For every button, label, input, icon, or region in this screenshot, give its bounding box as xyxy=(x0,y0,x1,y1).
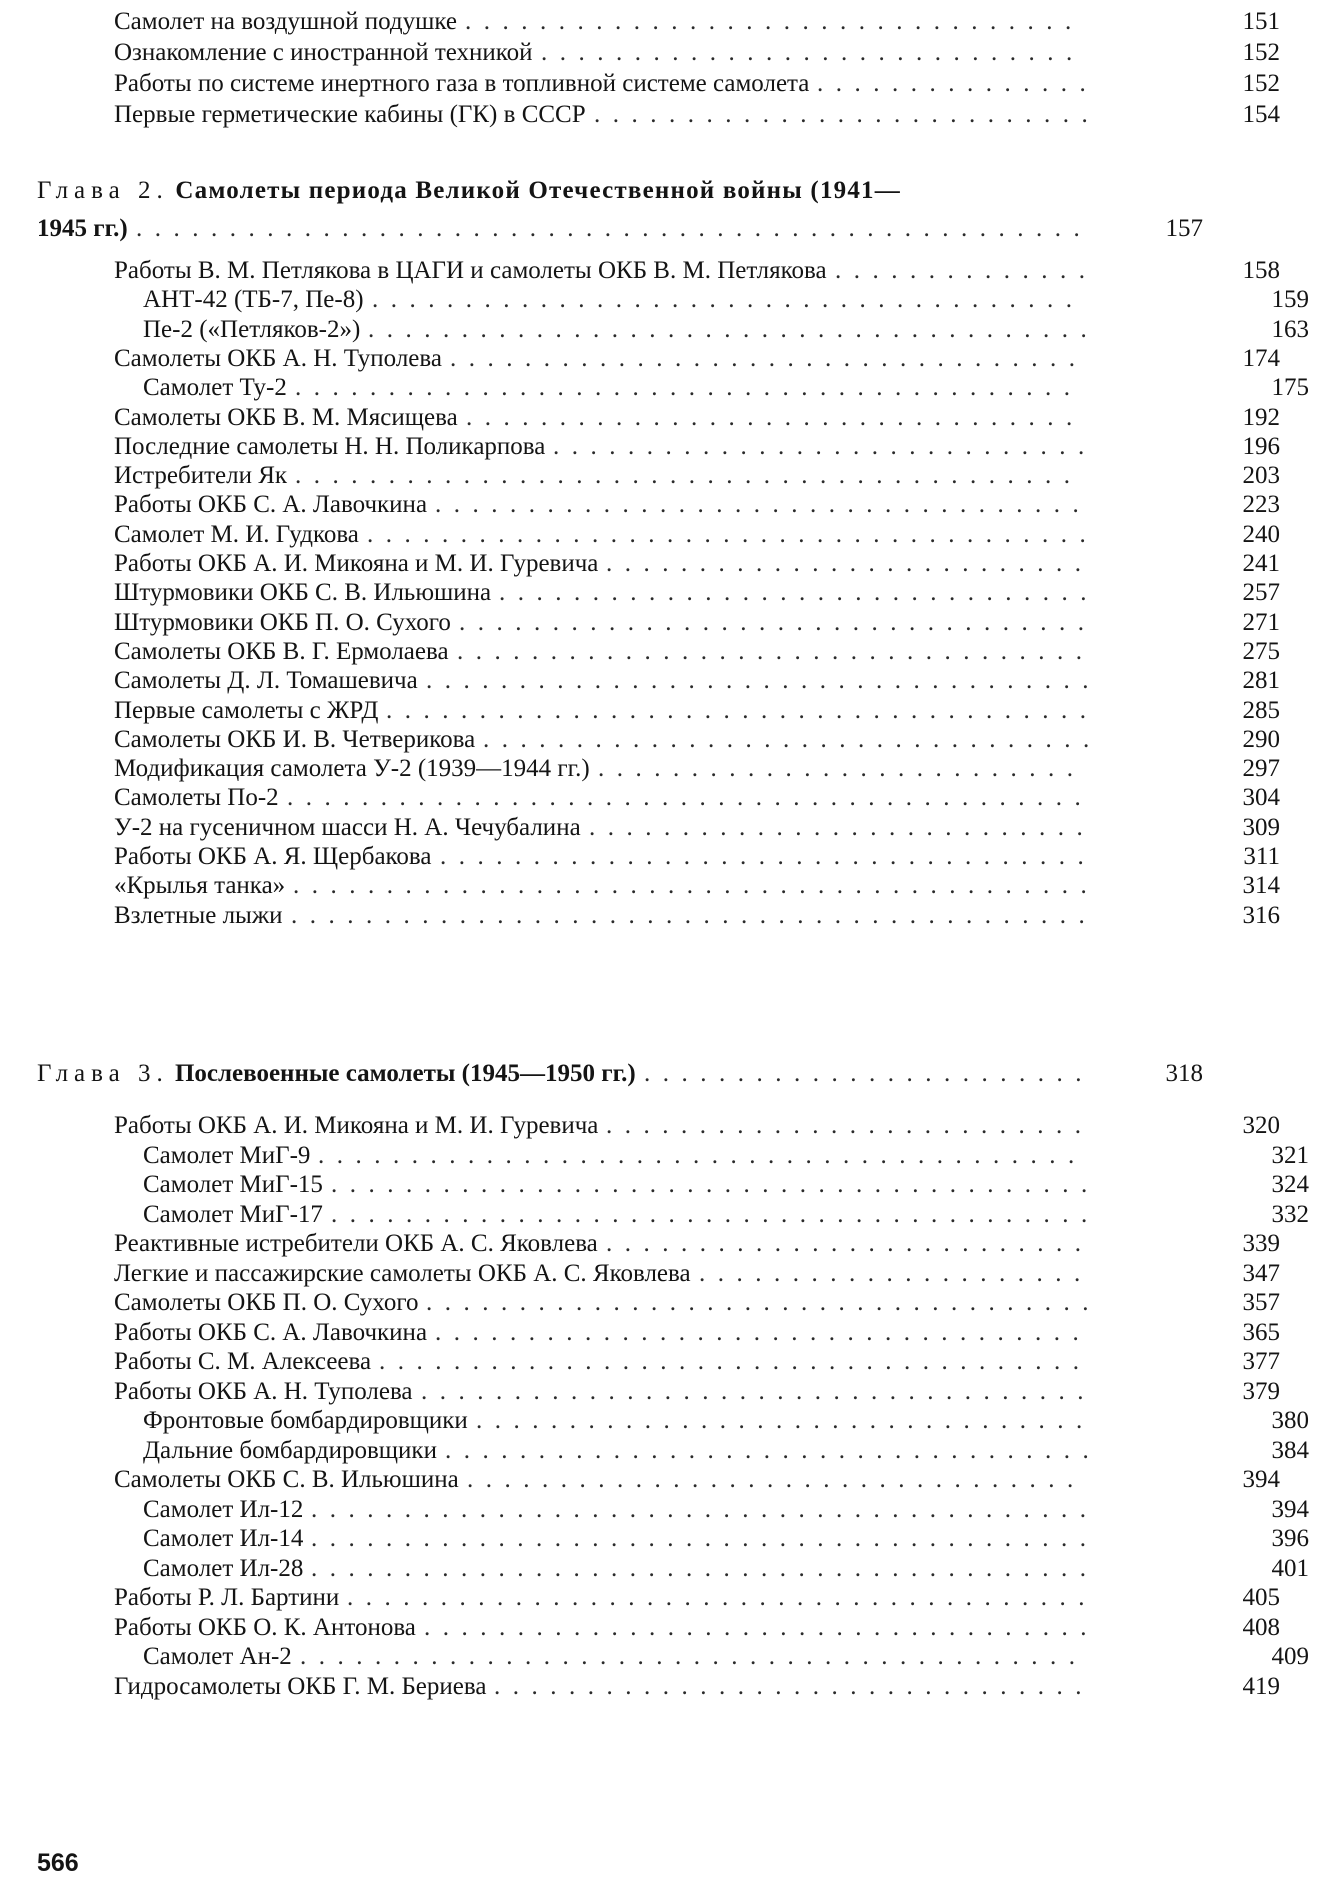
toc-entry-title: Работы ОКБ А. И. Микояна и М. И. Гуревича xyxy=(114,548,602,579)
chapter-2-page-number: 157 xyxy=(1153,213,1203,244)
toc-entry-title: Легкие и пассажирские самолеты ОКБ А. С. Яковлева xyxy=(114,1258,695,1289)
toc-entry-title: Работы ОКБ С. А. Лавочкина xyxy=(114,489,431,520)
dot-leader: . . . . . . . . . . . . . . . . . . . . . . . . . . . . . . . . . . . . . . . . . . xyxy=(295,374,1070,401)
toc-entry-page-number: 152 xyxy=(1230,37,1280,68)
toc-entry-page-number: 151 xyxy=(1230,6,1280,37)
toc-entry xyxy=(0,1287,1314,1318)
dot-leader: . . . . . . . . . . . . . . . . . . . . . . . . . . . . . . . . . xyxy=(465,8,1072,35)
dot-leader: . . . . . . . . . . . . . . . . . . . . . . . . . . xyxy=(598,755,1073,782)
chapter-2-heading xyxy=(37,175,901,206)
toc-entry xyxy=(0,284,1343,315)
toc-entry xyxy=(0,782,1314,813)
toc-entry xyxy=(0,343,1314,374)
chapter-3-title: Послевоенные самолеты (1945—1950 гг.) xyxy=(174,1060,636,1087)
toc-entry-page-number: 174 xyxy=(1230,343,1280,374)
toc-entry xyxy=(0,695,1314,726)
chapter-2-label: Глава 2. xyxy=(37,177,169,204)
dot-leader: . . . . . . . . . . . . . . . . . . . . . . . . . . . . . xyxy=(553,433,1085,460)
toc-entry-title: Работы ОКБ А. Н. Туполева xyxy=(114,1376,417,1407)
toc-entry-page-number: 196 xyxy=(1230,431,1280,462)
toc-entry-title: Самолеты По-2 xyxy=(114,782,283,813)
toc-entry-title: Работы ОКБ С. А. Лавочкина xyxy=(114,1317,431,1348)
toc-entry-page-number: 324 xyxy=(1259,1169,1309,1200)
dot-leader: . . . . . . . . . . . . . . . . . . . . . . . . . . . . . . . . . . . . . . . . . xyxy=(331,1171,1088,1198)
toc-entry-title: Самолет МиГ-17 xyxy=(143,1199,327,1230)
toc-entry-title: Самолеты ОКБ С. В. Ильюшина xyxy=(114,1464,463,1495)
dot-leader: . . . . . . . . . . . . . . . . . . . . . . . . . . . . . . . . . . . . . . . . xyxy=(347,1584,1085,1611)
toc-entry-title: Самолет МиГ-9 xyxy=(143,1140,314,1171)
dot-leader: . . . . . . . . . . . . . . . . . . . . . . . . . . . . . . . . xyxy=(499,579,1087,606)
toc-entry-page-number: 163 xyxy=(1259,314,1309,345)
dot-leader: . . . . . . . . . . . . . . . . . . . . . . . . . . . . . . . . . . . . . . . . . . xyxy=(311,1525,1086,1552)
dot-leader: . . . . . . . . . . . . . . . . . . . . . . . . . . . . . . . . . . . xyxy=(440,843,1084,870)
toc-entry-page-number: 379 xyxy=(1230,1376,1280,1407)
toc-entry-page-number: 380 xyxy=(1259,1405,1309,1436)
toc-entry-page-number: 419 xyxy=(1230,1671,1280,1702)
toc-entry xyxy=(0,607,1314,638)
toc-entry-page-number: 304 xyxy=(1230,782,1280,813)
toc-entry-page-number: 316 xyxy=(1230,900,1280,931)
toc-entry-page-number: 396 xyxy=(1259,1523,1309,1554)
toc-entry xyxy=(0,460,1314,491)
toc-entry xyxy=(0,431,1314,462)
toc-entry-title: Работы С. М. Алексеева xyxy=(114,1346,375,1377)
toc-entry xyxy=(0,636,1314,667)
toc-entry-page-number: 175 xyxy=(1259,372,1309,403)
chapter-3-label: Глава 3. xyxy=(37,1060,169,1087)
toc-entry-title: Штурмовики ОКБ С. В. Ильюшина xyxy=(114,577,495,608)
toc-entry-title: Первые герметические кабины (ГК) в СССР xyxy=(114,99,590,130)
dot-leader: . . . . . . . . . . . . . . . . . . . . . . . . . . . . . . . . . . . . . . . . . . . xyxy=(293,872,1087,899)
dot-leader: . . . . . . . . . . . . . . . . . . . . . . . . . . . xyxy=(594,101,1088,128)
dot-leader: . . . . . . . . . . . . . . . . . . . . . . . . . . . . . . . . . xyxy=(467,1466,1074,1493)
toc-entry-title: Работы Р. Л. Бартини xyxy=(114,1582,343,1613)
dot-leader: . . . . . . . . . . . . . . . xyxy=(817,70,1086,97)
dot-leader: . . . . . . . . . . . . . . . . . . . . . . . . . . . . . . . . . . xyxy=(457,638,1082,665)
dot-leader: . . . . . . . . . . . . . . . . . . . . . . . . . . . . . . . . . . . . . . . . . . . xyxy=(287,784,1081,811)
toc-entry xyxy=(0,68,1314,99)
toc-entry-title: Самолеты ОКБ П. О. Сухого xyxy=(114,1287,422,1318)
toc-entry xyxy=(0,99,1314,130)
chapter-3-page-number: 318 xyxy=(1153,1058,1203,1089)
toc-entry xyxy=(0,665,1314,696)
dot-leader: . . . . . . . . . . . . . . . . . . . . . . . . . . . . . . . . . xyxy=(466,404,1073,431)
toc-entry xyxy=(0,1228,1314,1259)
dot-leader: . . . . . . . . . . . . . . . . . . . . . . . . . . . . . . . . . . . . . . . xyxy=(368,316,1087,343)
toc-entry-title: Самолет на воздушной подушке xyxy=(114,6,461,37)
dot-leader: . . . . . . . . . . . . . . . . . . . . . . . . . . . . . . . . . . xyxy=(450,345,1075,372)
toc-entry xyxy=(0,841,1314,872)
toc-entry-title: Самолет М. И. Гудкова xyxy=(114,519,363,550)
toc-entry xyxy=(0,1523,1343,1554)
toc-entry-title: Самолет Ан-2 xyxy=(143,1641,296,1672)
dot-leader: . . . . . . . . . . . . . . . . . . . . . . . . . . . . . . . . . . . xyxy=(445,1437,1089,1464)
dot-leader: . . . . . . . . . . . . . . . . . . . . . . . . . . . . . . . . . . xyxy=(459,609,1084,636)
toc-entry-page-number: 290 xyxy=(1230,724,1280,755)
dot-leader: . . . . . . . . . . . . . . . . . . . . . . . . . . . . . . . . . . . xyxy=(435,1319,1079,1346)
toc-entry-page-number: 309 xyxy=(1230,812,1280,843)
toc-entry xyxy=(0,489,1314,520)
dot-leader: . . . . . . . . . . . . . . . . . . . . . . . . . . xyxy=(606,1112,1081,1139)
toc-entry-page-number: 311 xyxy=(1230,841,1280,872)
toc-entry xyxy=(0,753,1314,784)
toc-entry xyxy=(0,1494,1343,1525)
dot-leader: . . . . . . . . . . . . . . . . . . . . . . . . . . . . . . . . . . . . . . . . . . xyxy=(311,1555,1086,1582)
toc-entry-page-number: 285 xyxy=(1230,695,1280,726)
toc-entry xyxy=(0,1464,1314,1495)
toc-entry-page-number: 158 xyxy=(1230,255,1280,286)
dot-leader: . . . . . . . . . . . . . . . . . . . . . . . . . . . . . . . . . . . . xyxy=(421,1378,1084,1405)
toc-entry-title: Работы ОКБ А. И. Микояна и М. И. Гуревича xyxy=(114,1110,602,1141)
toc-entry xyxy=(0,812,1314,843)
dot-leader: . . . . . . . . . . . . . . . . . . . . . . . . . . . . . . . . . . . . . . . . . . . . . . . . . . . xyxy=(136,215,1080,242)
toc-entry-title: Самолет Ту-2 xyxy=(143,372,291,403)
toc-entry-title: Дальние бомбардировщики xyxy=(143,1435,441,1466)
dot-leader: . . . . . . . . . . . . . . . . . . . . . . . . . . . . . . . . . . . . . . . . . xyxy=(318,1142,1075,1169)
toc-entry xyxy=(0,37,1314,68)
dot-leader: . . . . . . . . . . . . . . . . . . . . . . . . . . . . . . . . . . . . . . . . . xyxy=(331,1201,1088,1228)
dot-leader: . . . . . . . . . . . . . . . . . . . . . . . . . . . . . . . . . . . . . . . xyxy=(367,521,1086,548)
toc-entry-page-number: 408 xyxy=(1230,1612,1280,1643)
toc-entry xyxy=(0,900,1314,931)
dot-leader: . . . . . . . . . . . . . . . . . . . . . xyxy=(699,1260,1081,1287)
toc-entry-title: Реактивные истребители ОКБ А. С. Яковлева xyxy=(114,1228,602,1259)
toc-entry-title: Гидросамолеты ОКБ Г. М. Бериева xyxy=(114,1671,490,1702)
toc-entry-page-number: 159 xyxy=(1259,284,1309,315)
dot-leader: . . . . . . . . . . . . . . . . . . . . . . . . . . . . . . . . . . . . . . . . . . . xyxy=(291,902,1085,929)
dot-leader: . . . . . . . . . . . . . . . . . . . . . . . . . . . . . . . . . . . . . . xyxy=(379,1348,1079,1375)
toc-entry xyxy=(0,577,1314,608)
toc-entry-title: Самолеты Д. Л. Томашевича xyxy=(114,665,422,696)
toc-entry-page-number: 314 xyxy=(1230,870,1280,901)
toc-entry-page-number: 297 xyxy=(1230,753,1280,784)
toc-entry xyxy=(0,1641,1343,1672)
toc-entry-title: Модификация самолета У-2 (1939—1944 гг.) xyxy=(114,753,594,784)
toc-entry-title: У-2 на гусеничном шасси Н. А. Чечубалина xyxy=(114,812,585,843)
toc-entry-page-number: 152 xyxy=(1230,68,1280,99)
dot-leader: . . . . . . . . . . . . . . . . . . . . . . . . . . xyxy=(606,1230,1081,1257)
dot-leader: . . . . . . . . . . . . . . . . . . . . . . . . . . . . . xyxy=(541,39,1073,66)
toc-entry-page-number: 240 xyxy=(1230,519,1280,550)
toc-entry xyxy=(0,1405,1343,1436)
toc-entry-title: Взлетные лыжи xyxy=(114,900,287,931)
dot-leader: . . . . . . . . . . . . . . . . . . . . . . . . . . . . . . . . . . . . xyxy=(426,1289,1089,1316)
toc-entry-page-number: 154 xyxy=(1230,99,1280,130)
toc-entry-title: Фронтовые бомбардировщики xyxy=(143,1405,472,1436)
toc-entry-title: Самолет МиГ-15 xyxy=(143,1169,327,1200)
toc-entry-title: Работы В. М. Петлякова в ЦАГИ и самолеты ОКБ В. М. Петлякова xyxy=(114,255,831,286)
toc-entry-page-number: 320 xyxy=(1230,1110,1280,1141)
toc-entry-page-number: 409 xyxy=(1259,1641,1309,1672)
toc-entry-title: Ознакомление с иностранной техникой xyxy=(114,37,537,68)
chapter-2-title-line1: Самолеты периода Великой Отечественной войны (1941— xyxy=(175,177,901,204)
chapter-2-title-line2: 1945 гг.) xyxy=(37,213,132,244)
dot-leader: . . . . . . . . . . . . . . . . . . . . . . . . . . . . . . . . . . . . . . . . . . xyxy=(311,1496,1086,1523)
toc-entry xyxy=(0,1317,1314,1348)
dot-leader: . . . . . . . . . . . . . . . . . . . . . . . . . . . . . . . . . . . . . . xyxy=(372,286,1072,313)
toc-entry-title: Самолеты ОКБ А. Н. Туполева xyxy=(114,343,446,374)
dot-leader: . . . . . . . . . . . . . . . . . . . . . . . . xyxy=(644,1060,1082,1087)
toc-entry xyxy=(0,1199,1343,1230)
toc-entry-page-number: 357 xyxy=(1230,1287,1280,1318)
page-number-footer: 566 xyxy=(37,1849,79,1877)
toc-entry-title: Последние самолеты Н. Н. Поликарпова xyxy=(114,431,549,462)
toc-entry-page-number: 394 xyxy=(1259,1494,1309,1525)
dot-leader: . . . . . . . . . . . . . . . . . . . . . . . . . . . . . . . . . . . . xyxy=(424,1614,1087,1641)
toc-entry xyxy=(0,870,1314,901)
toc-entry-page-number: 377 xyxy=(1230,1346,1280,1377)
toc-entry xyxy=(0,1582,1314,1613)
toc-entry-page-number: 275 xyxy=(1230,636,1280,667)
toc-entry xyxy=(0,1435,1343,1466)
dot-leader: . . . . . . . . . . . . . . . . . . . . . . . . . . . . . . . . . . . . . . xyxy=(386,697,1086,724)
dot-leader: . . . . . . . . . . . . . . . . . . . . . . . . . . xyxy=(606,550,1081,577)
toc-entry xyxy=(0,1376,1314,1407)
toc-entry-title: Самолеты ОКБ И. В. Четверикова xyxy=(114,724,479,755)
dot-leader: . . . . . . . . . . . . . . . . . . . . . . . . . . . . . . . . . . . . . . . . . . xyxy=(295,462,1070,489)
dot-leader: . . . . . . . . . . . . . . . . . . . . . . . . . . . . . . . . . xyxy=(483,726,1090,753)
toc-entry xyxy=(0,1671,1314,1702)
toc-entry-page-number: 223 xyxy=(1230,489,1280,520)
toc-entry-page-number: 271 xyxy=(1230,607,1280,638)
toc-entry-page-number: 401 xyxy=(1259,1553,1309,1584)
toc-entry-title: Самолет Ил-28 xyxy=(143,1553,307,1584)
toc-entry xyxy=(0,1553,1343,1584)
toc-entry xyxy=(0,1346,1314,1377)
toc-entry xyxy=(0,1612,1314,1643)
toc-entry-page-number: 203 xyxy=(1230,460,1280,491)
dot-leader: . . . . . . . . . . . . . . . . . . . . . . . . . . . . . . . . . . . xyxy=(435,491,1079,518)
toc-entry xyxy=(0,255,1314,286)
dot-leader: . . . . . . . . . . . . . . . . . . . . . . . . . . . . . . . . . xyxy=(476,1407,1083,1434)
toc-entry-page-number: 192 xyxy=(1230,402,1280,433)
toc-entry-title: Штурмовики ОКБ П. О. Сухого xyxy=(114,607,455,638)
toc-entry xyxy=(0,519,1314,550)
toc-entry-title: Первые самолеты с ЖРД xyxy=(114,695,382,726)
toc-entry-page-number: 321 xyxy=(1259,1140,1309,1171)
dot-leader: . . . . . . . . . . . . . . . . . . . . . . . . . . . xyxy=(589,814,1083,841)
toc-entry-title: Работы ОКБ А. Я. Щербакова xyxy=(114,841,436,872)
toc-entry-page-number: 365 xyxy=(1230,1317,1280,1348)
toc-entry-page-number: 281 xyxy=(1230,665,1280,696)
toc-entry-page-number: 332 xyxy=(1259,1199,1309,1230)
toc-entry-page-number: 384 xyxy=(1259,1435,1309,1466)
dot-leader: . . . . . . . . . . . . . . xyxy=(835,257,1085,284)
toc-entry-page-number: 339 xyxy=(1230,1228,1280,1259)
toc-entry-title: АНТ-42 (ТБ-7, Пе-8) xyxy=(143,284,368,315)
toc-entry xyxy=(0,1258,1314,1289)
toc-entry-title: Самолет Ил-14 xyxy=(143,1523,307,1554)
toc-entry-title: Истребители Як xyxy=(114,460,291,491)
toc-entry-title: Пе-2 («Петляков-2») xyxy=(143,314,364,345)
toc-entry-page-number: 394 xyxy=(1230,1464,1280,1495)
toc-entry-title: «Крылья танка» xyxy=(114,870,289,901)
toc-entry xyxy=(0,314,1343,345)
toc-entry xyxy=(0,6,1314,37)
toc-entry-page-number: 405 xyxy=(1230,1582,1280,1613)
toc-entry xyxy=(0,1110,1314,1141)
dot-leader: . . . . . . . . . . . . . . . . . . . . . . . . . . . . . . . . . . . . . . . . . . xyxy=(300,1643,1075,1670)
toc-entry xyxy=(0,724,1314,755)
toc-entry-page-number: 241 xyxy=(1230,548,1280,579)
dot-leader: . . . . . . . . . . . . . . . . . . . . . . . . . . . . . . . . xyxy=(494,1673,1082,1700)
toc-entry xyxy=(0,1169,1343,1200)
dot-leader: . . . . . . . . . . . . . . . . . . . . . . . . . . . . . . . . . . . . xyxy=(426,667,1089,694)
chapter-3-heading xyxy=(0,1058,1237,1089)
toc-entry xyxy=(0,548,1314,579)
toc-entry xyxy=(0,402,1314,433)
toc-entry xyxy=(0,372,1343,403)
toc-entry-title: Самолет Ил-12 xyxy=(143,1494,307,1525)
toc-entry-page-number: 257 xyxy=(1230,577,1280,608)
chapter-2-heading-continuation xyxy=(0,213,1237,244)
toc-entry-title: Работы по системе инертного газа в топливной системе самолета xyxy=(114,68,813,99)
toc-entry-title: Самолеты ОКБ В. Г. Ермолаева xyxy=(114,636,453,667)
toc-entry-page-number: 347 xyxy=(1230,1258,1280,1289)
toc-entry xyxy=(0,1140,1343,1171)
toc-entry-title: Работы ОКБ О. К. Антонова xyxy=(114,1612,420,1643)
toc-entry-title: Самолеты ОКБ В. М. Мясищева xyxy=(114,402,462,433)
